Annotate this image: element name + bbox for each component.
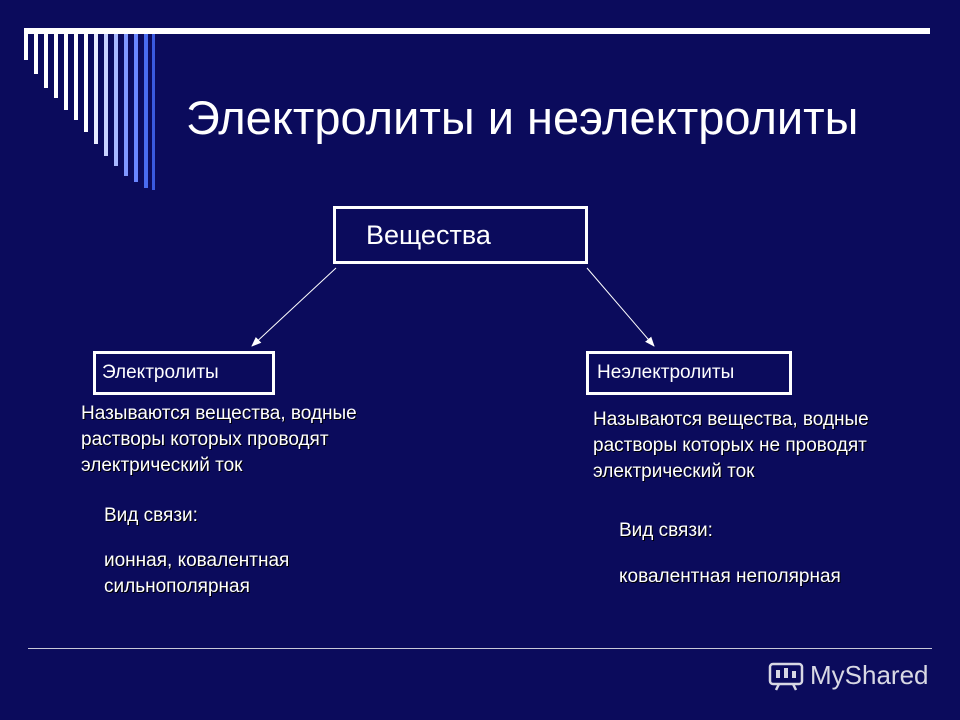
- node-nonelectrolytes: Неэлектролиты: [586, 351, 792, 395]
- slide-title: Электролиты и неэлектролиты: [186, 91, 859, 144]
- watermark: [768, 655, 929, 695]
- electrolytes-bond-value: ионная, ковалентная сильнополярная: [104, 550, 290, 597]
- bottom-rule: [28, 648, 932, 649]
- watermark-text: MyShared: [810, 659, 929, 690]
- nonelectrolytes-bond-value: ковалентная неполярная: [619, 566, 841, 587]
- node-electrolytes: Электролиты: [93, 351, 275, 395]
- root-node-substances: Вещества: [333, 206, 588, 264]
- arrow-to-electrolytes: [252, 268, 336, 346]
- arrow-to-nonelectrolytes: [587, 268, 654, 346]
- nonelectrolytes-bond-label: Вид связи:: [619, 520, 713, 541]
- electrolytes-bond-label: Вид связи:: [104, 505, 198, 526]
- electrolytes-definition: Называются вещества, водные растворы которых проводят электрический ток: [81, 403, 357, 476]
- myshared-logo-icon: [768, 658, 804, 692]
- nonelectrolytes-definition: Называются вещества, водные растворы которых не проводят электрический ток: [593, 409, 869, 482]
